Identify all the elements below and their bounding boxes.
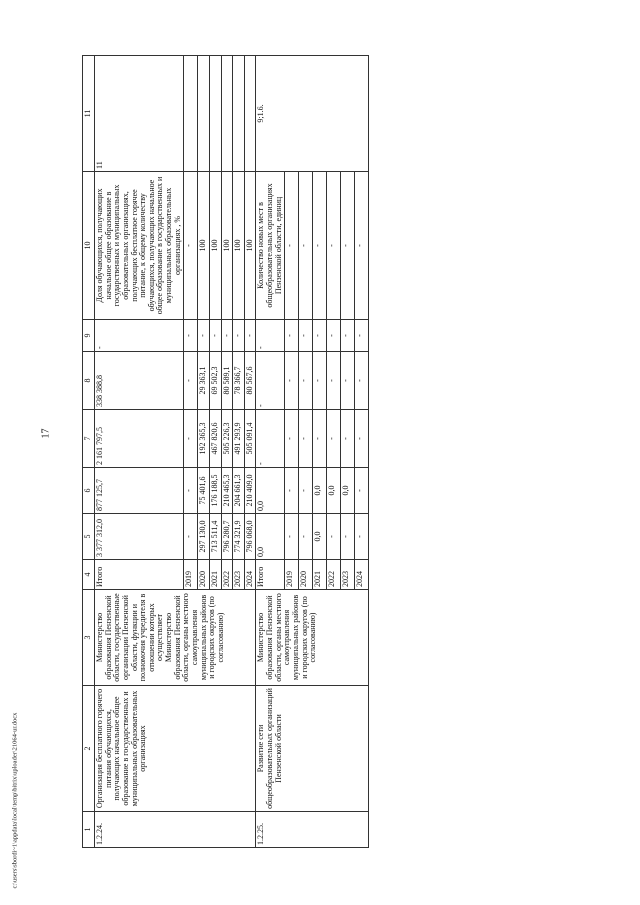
cell: - [355,352,369,410]
year: 2022 [327,560,341,590]
cell [233,56,245,172]
cell: - [184,320,198,352]
cell: 176 188,5 [209,468,221,514]
cell: - [355,468,369,514]
cell: 796 068,0 [244,514,256,560]
cell: 69 502,3 [209,352,221,410]
col-num: 11 [83,56,95,172]
indicator: Количество новых мест в общеобразовательных организациях Пензенской области, единиц [256,172,285,320]
cell: 774 321,9 [233,514,245,560]
cell [209,56,221,172]
total-label: Итого [95,560,184,590]
col-num: 5 [83,514,95,560]
cell: - [209,320,221,352]
cell: - [256,320,285,352]
col-num: 7 [83,410,95,468]
executor: Министерство образования Пензенской области, государственные организации Пензенской области, функции и полномочия учредителя в отношении которых осуществляет Министерство образования Пензенской области, органы местного самоуправления муниципальных районов и городских округов (по согласованию) [95,590,256,686]
indicator: Доля обучающихся, получающих начальное общее образование в государственных и муниципальных образовательных организациях, получающих бесплатное горячее питание, к общему количеству обучающихся, получающих начальное общее образование в государственных и муниципальных образовательных организациях , % [95,172,184,320]
col-num: 6 [83,468,95,514]
cell: - [355,320,369,352]
cell: 210 465,3 [221,468,233,514]
cell: - [299,468,313,514]
cell: - [299,320,313,352]
cell: 796 280,7 [221,514,233,560]
cell: 713 511,4 [209,514,221,560]
cell: - [341,352,355,410]
cell: - [256,352,285,410]
cell: - [184,468,198,514]
col11-ref: 11 [95,56,184,172]
cell: - [184,514,198,560]
year: 2019 [285,560,299,590]
cell: - [327,320,341,352]
year: 2021 [209,560,221,590]
col-num: 8 [83,352,95,410]
cell: - [299,514,313,560]
cell: - [313,172,327,320]
cell: 100 [233,172,245,320]
cell [198,56,210,172]
year: 2024 [244,560,256,590]
cell: - [285,410,299,468]
row-number: 1.2.24. [95,812,256,848]
cell: - [341,514,355,560]
cell: 0,0 [313,514,327,560]
cell: - [355,172,369,320]
year: 2020 [299,560,313,590]
cell: 0,0 [313,468,327,514]
activity-name: Организация бесплатного горячего питания обучающихся, получающих начальное общее образование в государственных и муниципальных образовательных организациях [95,686,256,812]
col-num: 2 [83,686,95,812]
cell: 877 125,7 [95,468,184,514]
cell: - [299,352,313,410]
cell: - [299,172,313,320]
cell: 467 820,6 [209,410,221,468]
cell: 0,0 [256,514,285,560]
cell: - [95,320,184,352]
cell: - [313,320,327,352]
cell: - [285,172,299,320]
year: 2023 [341,560,355,590]
cell: 505 091,4 [244,410,256,468]
year: 2022 [221,560,233,590]
total-label: Итого [256,560,285,590]
cell: - [285,320,299,352]
cell: 100 [209,172,221,320]
col-num: 1 [83,812,95,848]
cell: 491 293,9 [233,410,245,468]
cell: 192 365,3 [198,410,210,468]
rotated-table-sheet [82,56,590,848]
cell: - [313,352,327,410]
cell: 80 567,6 [244,352,256,410]
cell: 204 661,3 [233,468,245,514]
year: 2021 [313,560,327,590]
executor: Министерство образования Пензенской области, органы местного самоуправления муниципальных районов и городских округов (по согласованию) [256,590,369,686]
cell [221,56,233,172]
table-row [256,56,285,848]
cell: - [355,410,369,468]
col-num: 10 [83,172,95,320]
col-num: 3 [83,590,95,686]
cell: 210 409,0 [244,468,256,514]
cell: - [355,514,369,560]
cell: - [285,514,299,560]
cell: - [341,172,355,320]
cell: - [233,320,245,352]
table-row [95,56,184,848]
cell: - [184,352,198,410]
row-number: 1.2.25. [256,812,369,848]
cell: - [313,410,327,468]
year: 2023 [233,560,245,590]
year: 2024 [355,560,369,590]
cell: 297 130,0 [198,514,210,560]
cell: 29 363,1 [198,352,210,410]
year: 2020 [198,560,210,590]
cell: - [184,410,198,468]
cell [244,56,256,172]
cell: 100 [221,172,233,320]
col11-ref: 9;1.6. [256,56,369,172]
cell: 0,0 [341,468,355,514]
cell: 100 [198,172,210,320]
cell: 2 161 797,5 [95,410,184,468]
cell: 75 401,6 [198,468,210,514]
cell: - [256,410,285,468]
cell: 0,0 [327,468,341,514]
cell: 80 589,1 [221,352,233,410]
cell: - [221,320,233,352]
cell: 338 388,8 [95,352,184,410]
cell: - [285,352,299,410]
cell: 100 [244,172,256,320]
col-num: 4 [83,560,95,590]
cell: - [285,468,299,514]
cell: - [327,410,341,468]
cell [184,56,198,172]
column-number-row [83,56,95,848]
file-path-footer: c:\users\sbordi~1\appdata\local\temp\bitrix\uploader\21064-ur.docx [11,712,19,889]
page-number: 17 [40,428,52,439]
cell: - [184,172,198,320]
cell: 505 226,3 [221,410,233,468]
activity-name: Развитие сети общеобразовательных организаций Пензенской области [256,686,369,812]
cell: - [327,352,341,410]
cell: 78 366,7 [233,352,245,410]
program-activities-table [82,55,369,848]
cell: - [327,514,341,560]
cell: 0,0 [256,468,285,514]
year: 2019 [184,560,198,590]
cell: - [341,320,355,352]
cell: - [244,320,256,352]
cell: - [327,172,341,320]
col-num: 9 [83,320,95,352]
cell: - [299,410,313,468]
cell: 3 377 312,0 [95,514,184,560]
cell: - [341,410,355,468]
cell: - [198,320,210,352]
